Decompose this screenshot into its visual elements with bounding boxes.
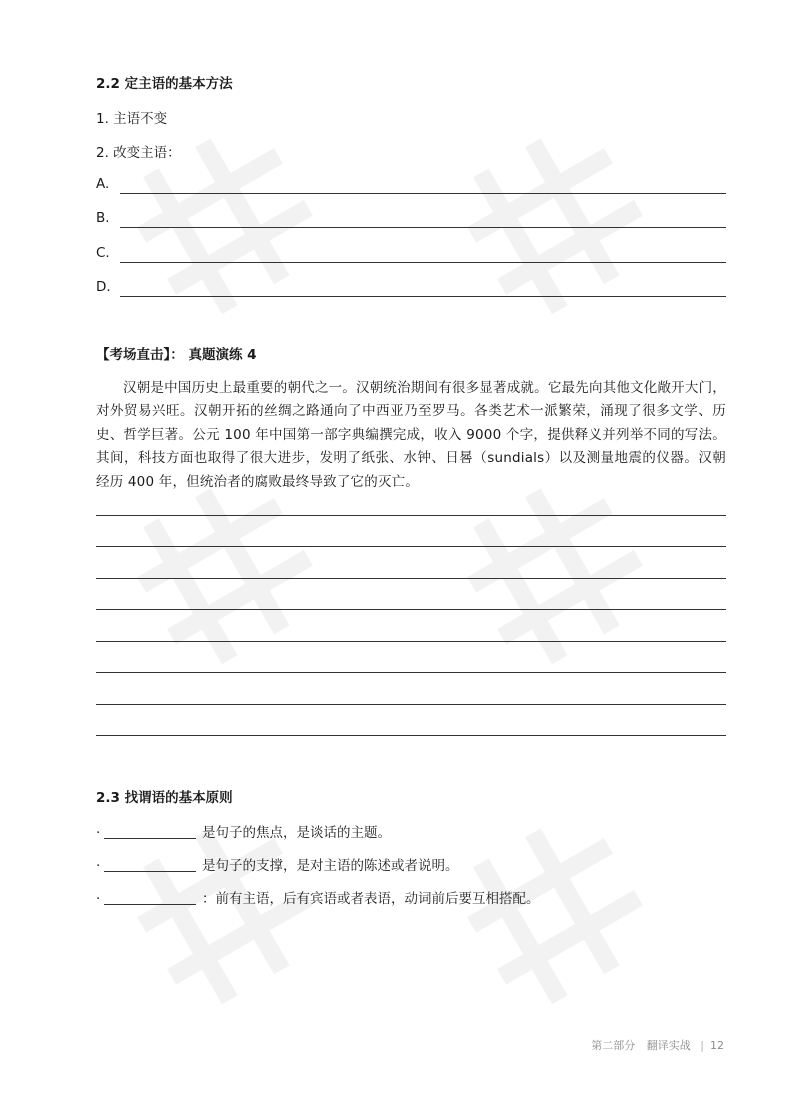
bullet: ·	[96, 825, 101, 841]
fill-blank[interactable]	[104, 824, 196, 839]
predicate-rule-3	[96, 887, 540, 907]
translation-line[interactable]	[96, 578, 726, 579]
fill-blank[interactable]	[104, 857, 196, 872]
option-letter: A.	[96, 176, 110, 192]
rule-text: 是句子的焦点，是谈话的主题。	[202, 825, 391, 841]
predicate-rule-1	[96, 821, 391, 841]
option-row-a	[96, 176, 726, 196]
exam-practice-title	[96, 343, 257, 363]
bullet: ·	[96, 858, 101, 874]
footer-chapter: 翻译实战	[646, 1039, 691, 1052]
rule-text: 是句子的支撑，是对主语的陈述或者说明。	[202, 858, 459, 874]
translation-line[interactable]	[96, 546, 726, 547]
fill-blank[interactable]	[104, 890, 196, 905]
bullet: ·	[96, 891, 101, 907]
translation-line[interactable]	[96, 609, 726, 610]
method-item-1: 1. 主语不变	[96, 111, 168, 127]
answer-line[interactable]	[120, 227, 726, 228]
page-footer	[591, 1037, 724, 1053]
translation-line[interactable]	[96, 515, 726, 516]
option-row-b	[96, 210, 726, 230]
answer-line[interactable]	[120, 296, 726, 297]
translation-line[interactable]	[96, 704, 726, 705]
translation-line[interactable]	[96, 672, 726, 673]
option-letter: D.	[96, 279, 111, 295]
section-2-2-title: 2.2 定主语的基本方法	[96, 76, 233, 92]
predicate-rule-2	[96, 854, 459, 874]
method-item-2: 2. 改变主语：	[96, 145, 181, 161]
option-letter: C.	[96, 245, 110, 261]
answer-line[interactable]	[120, 193, 726, 194]
option-row-c	[96, 245, 726, 265]
translation-line[interactable]	[96, 641, 726, 642]
option-letter: B.	[96, 210, 110, 226]
answer-line[interactable]	[120, 262, 726, 263]
exam-title-right: 真题演练 4	[188, 347, 257, 363]
option-row-d	[96, 279, 726, 299]
rule-text: ：前有主语，后有宾语或者表语，动词前后要互相搭配。	[202, 891, 540, 907]
section-2-3-title: 2.3 找谓语的基本原则	[96, 790, 233, 806]
footer-divider: |	[700, 1039, 704, 1052]
page-number: 12	[710, 1039, 724, 1052]
exam-passage: 汉朝是中国历史上最重要的朝代之一。汉朝统治期间有很多显著成就。它最先向其他文化敞开大门，对外贸易兴旺。汉朝开拓的丝绸之路通向了中西亚乃至罗马。各类艺术一派繁荣，涌现了很多文学、历史、哲学巨著。公元 100 年中国第一部字典编撰完成，收入 9000 个字，提供释义并列举不同的写法。其间，科技方面也取得了很大进步，发明了纸张、水钟、日晷（sundials）以及测量地震的仪器。汉朝经历 400 年，但统治者的腐败最终导致了它的灭亡。	[96, 380, 726, 490]
translation-line[interactable]	[96, 735, 726, 736]
footer-section: 第二部分	[591, 1039, 636, 1052]
exam-title-left: 【考场直击】：	[96, 347, 184, 363]
